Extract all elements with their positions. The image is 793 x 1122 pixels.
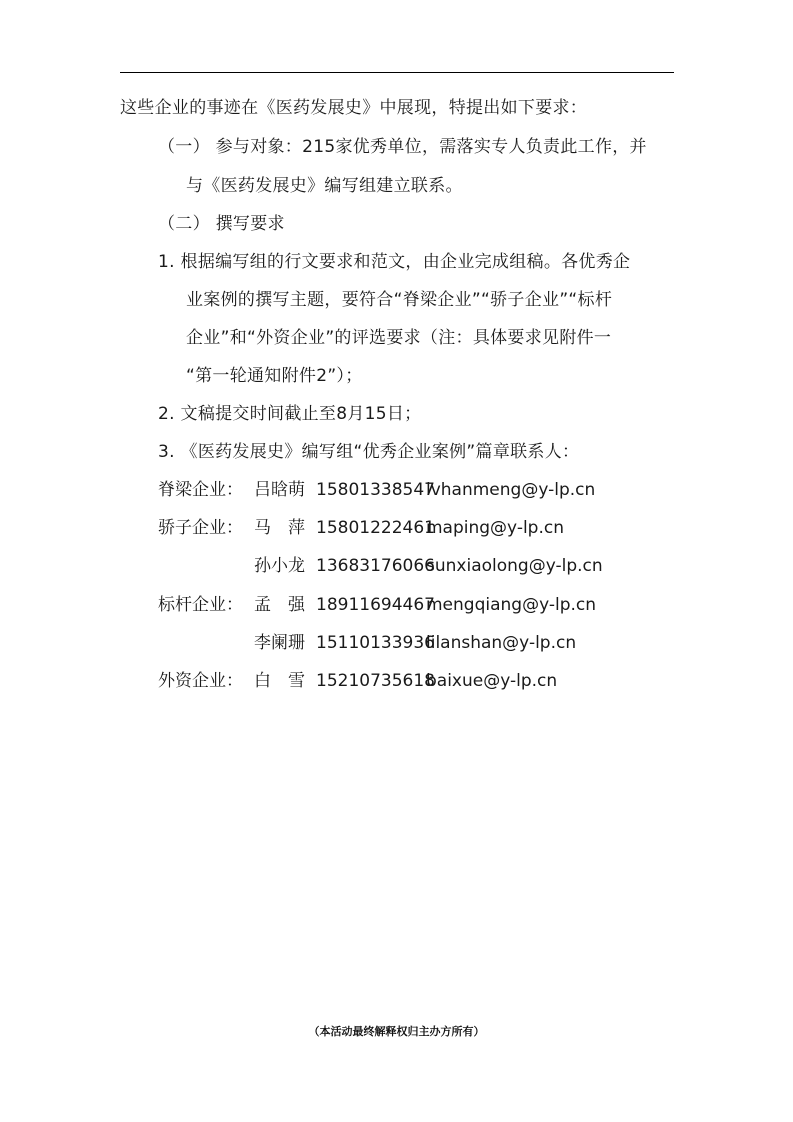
requirement-1-line-1: 1. 根据编写组的行文要求和范文，由企业完成组稿。各优秀企 (158, 252, 631, 272)
contact-email[interactable]: lvhanmeng@y-lp.cn (426, 480, 596, 500)
requirement-1-line-4: “第一轮通知附件2”）； (186, 366, 363, 386)
contact-category: 骄子企业： (158, 518, 243, 538)
requirement-3: 3. 《医药发展史》编写组“优秀企业案例”篇章联系人： (158, 442, 580, 462)
header-rule (120, 72, 674, 73)
participants-line-1: （一） 参与对象：215家优秀单位，需落实专人负责此工作，并 (158, 137, 647, 157)
contact-category: 标杆企业： (158, 595, 243, 615)
contact-name: 白 雪 (254, 671, 305, 691)
intro-paragraph: 这些企业的事迹在《医药发展史》中展现，特提出如下要求： (120, 98, 588, 118)
contact-phone: 13683176066 (316, 556, 435, 576)
contact-phone: 15110133936 (316, 633, 435, 653)
contact-name: 马 萍 (254, 518, 305, 538)
contact-phone: 15801338547 (316, 480, 435, 500)
contact-email[interactable]: mengqiang@y-lp.cn (426, 595, 597, 615)
participants-line-2: 与《医药发展史》编写组建立联系。 (186, 176, 463, 196)
contact-email[interactable]: lilanshan@y-lp.cn (426, 633, 577, 653)
contact-category: 脊梁企业： (158, 480, 243, 500)
contact-phone: 15210735618 (316, 671, 435, 691)
writing-requirements-heading: （二） 撰写要求 (158, 214, 285, 234)
contact-phone: 18911694467 (316, 595, 435, 615)
contact-name: 李阑珊 (254, 633, 305, 653)
contact-email[interactable]: sunxiaolong@y-lp.cn (426, 556, 603, 576)
contact-email[interactable]: baixue@y-lp.cn (426, 671, 558, 691)
requirement-2: 2. 文稿提交时间截止至8月15日； (158, 404, 422, 424)
page-footer: （本活动最终解释权归主办方所有） (308, 1025, 485, 1038)
contact-phone: 15801222461 (316, 518, 435, 538)
contact-email[interactable]: maping@y-lp.cn (426, 518, 564, 538)
contact-name: 孙小龙 (254, 556, 305, 576)
contact-category: 外资企业： (158, 671, 243, 691)
contact-name: 孟 强 (254, 595, 305, 615)
requirement-1-line-2: 业案例的撰写主题，要符合“脊梁企业”“骄子企业”“标杆 (186, 290, 613, 310)
contact-name: 吕晗萌 (254, 480, 305, 500)
requirement-1-line-3: 企业”和“外资企业”的评选要求（注：具体要求见附件一 (186, 328, 612, 348)
